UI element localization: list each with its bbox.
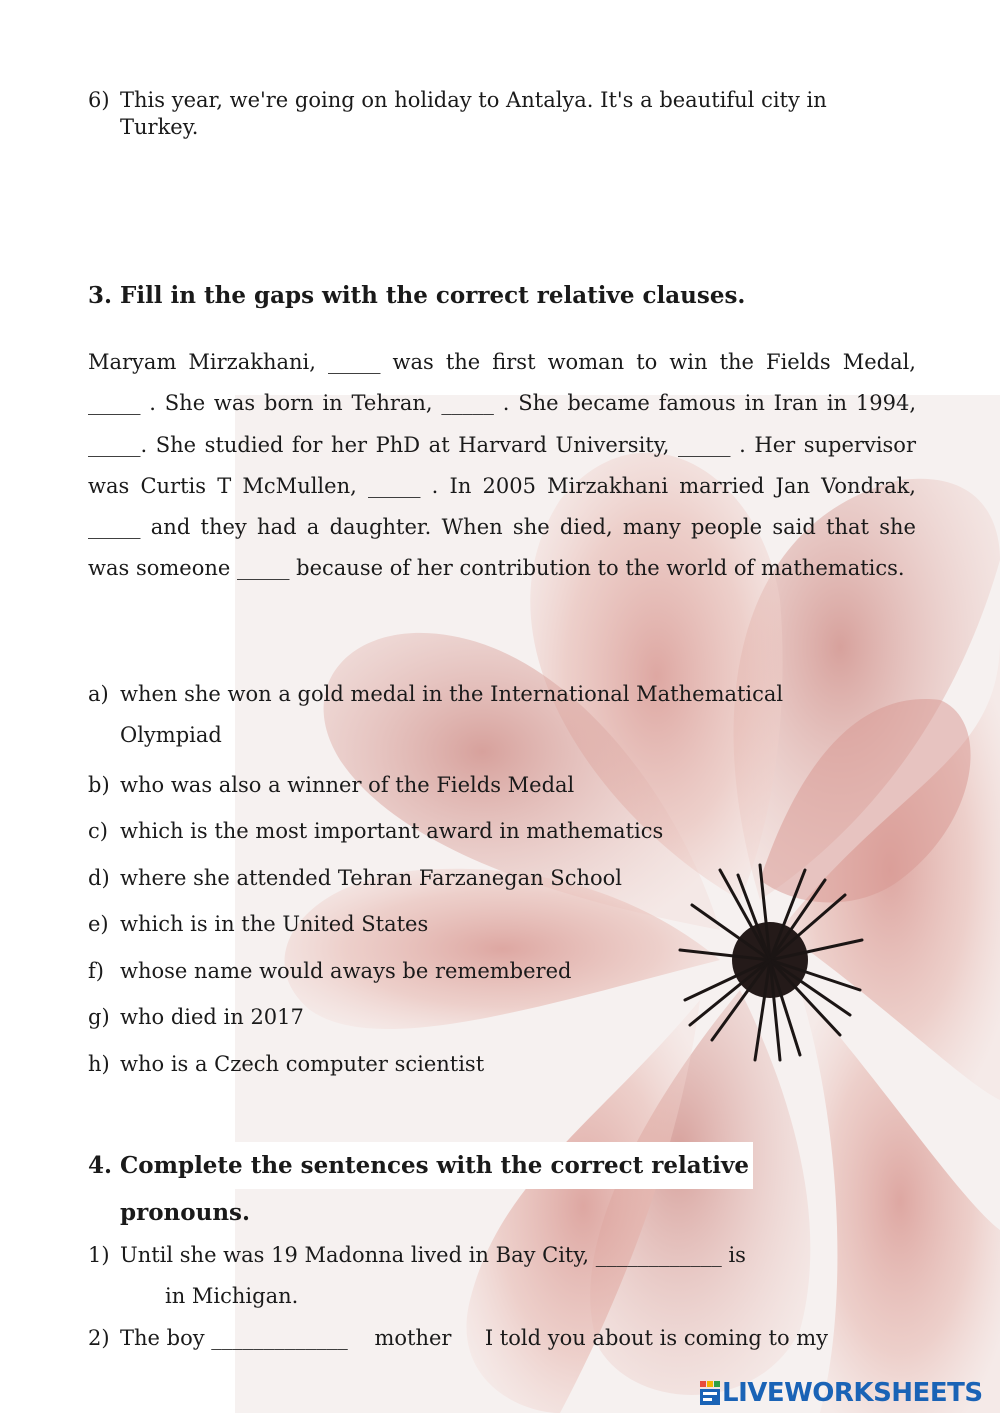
option-text: where she attended Tehran Farzanegan School [120, 866, 622, 890]
option-label: e) [88, 912, 109, 936]
question-number: 1) [88, 1243, 110, 1267]
option-text: who is a Czech computer scientist [120, 1052, 485, 1076]
exercise-2-item-6 [88, 87, 908, 141]
section-3-heading [88, 282, 745, 309]
option-text: who died in 2017 [120, 1005, 304, 1029]
option-label: c) [88, 819, 108, 843]
section-title: Fill in the gaps with the correct relative clauses. [120, 282, 746, 309]
section-title-line-2: pronouns. [120, 1199, 251, 1226]
option-label: f) [88, 959, 104, 983]
question-number: 2) [88, 1326, 110, 1350]
item-number: 6) [88, 88, 110, 112]
question-text-continued: in Michigan. [165, 1284, 299, 1308]
option-label: a) [88, 682, 109, 706]
question-text: The boy _____________ mother I told you about is coming to my [120, 1326, 829, 1350]
liveworksheets-logo-icon [700, 1381, 720, 1405]
option-text: which is the most important award in mathematics [120, 819, 664, 843]
section-number: 3. [88, 282, 113, 309]
section-number: 4. [88, 1152, 113, 1179]
option-text: which is in the United States [120, 912, 429, 936]
section-title-line-1: Complete the sentences with the correct relative [120, 1142, 753, 1189]
option-label: b) [88, 773, 110, 797]
option-text: whose name would aways be remembered [120, 959, 572, 983]
logo-text: LIVEWORKSHEETS [722, 1378, 983, 1408]
item-text: This year, we're going on holiday to Antalya. It's a beautiful city in Turkey. [120, 88, 827, 139]
option-label: d) [88, 866, 110, 890]
option-text: when she won a gold medal in the International Mathematical Olympiad [120, 682, 784, 747]
option-label: g) [88, 1005, 110, 1029]
liveworksheets-logo[interactable] [700, 1376, 983, 1410]
option-text: who was also a winner of the Fields Medal [120, 773, 575, 797]
gap-fill-paragraph: Maryam Mirzakhani, _____ was the first woman to win the Fields Medal, _____ . She was born in Tehran, _____ . She became famous in Iran in 1994, _____. She studied for her PhD at Harvard University, _____ . Her supervisor was Curtis T McMullen, _____ . In 2005 Mirzakhani married Jan Vondrak, _____ and they had a daughter. When she died, many people said that she was someone _____ because of her contribution to the world of mathematics. [88, 350, 916, 581]
option-label: h) [88, 1052, 110, 1076]
question-text: Until she was 19 Madonna lived in Bay City, ____________ is [120, 1243, 746, 1267]
